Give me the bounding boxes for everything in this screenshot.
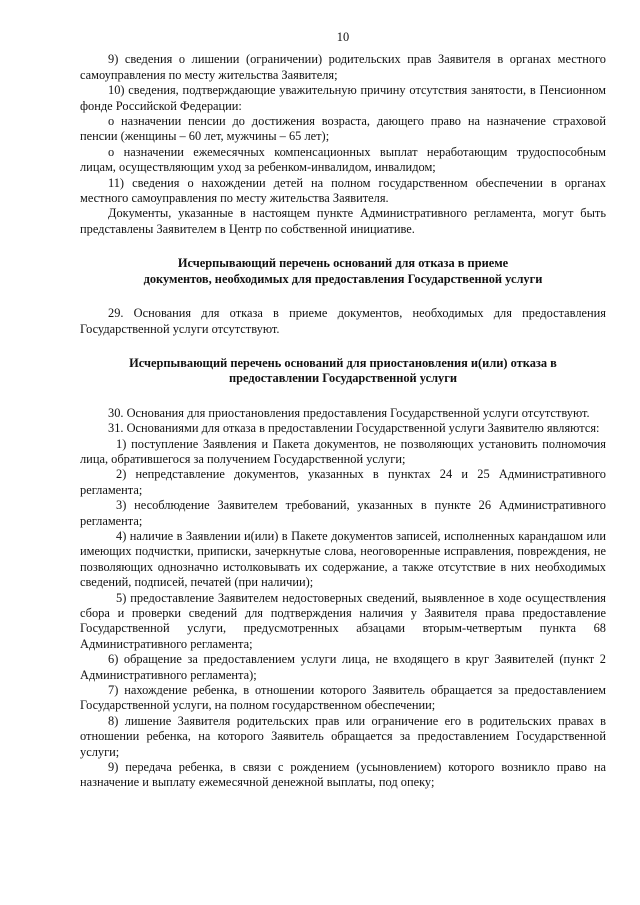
heading-refusal-acceptance [80, 256, 606, 287]
page-number: 10 [336, 30, 350, 44]
refusal-ground-1: 1) поступление Заявления и Пакета документов, не позволяющих установить полномочия лица, обратившегося за получением Государственной услуги; [80, 436, 606, 466]
heading-suspension-refusal-line2: предоставлении Государственной услуги [228, 371, 458, 386]
refusal-ground-3: 3) несоблюдение Заявителем требований, указанных в пункте 26 Административного регламента; [80, 498, 606, 528]
refusal-ground-5: 5) предоставление Заявителем недостоверных сведений, выявленное в ходе осуществления сбора и проверки сведений для подтверждения наличия у Заявителя права предоставление Государственной услуги, предусмотренных абзацами вторым-четвертым пункта 68 Административного регламента; [80, 590, 606, 651]
item-10-compensation-payments: о назначении ежемесячных компенсационных выплат неработающим трудоспособным лицам, осуществляющим уход за ребенком-инвалидом, инвалидом; [80, 144, 606, 175]
paragraph-31: 31. Основаниями для отказа в предоставлении Государственной услуги Заявителю являются: [108, 421, 600, 436]
item-10-pension-before-age: о назначении пенсии до достижения возраста, дающего право на назначение страховой пенсии (женщины – 60 лет, мужчины – 65 лет); [80, 114, 606, 144]
refusal-ground-4: 4) наличие в Заявлении и(или) в Пакете документов записей, исполненных карандашом или имеющих подчистки, приписки, зачеркнутые слова, неоговоренные исправления, повреждения, не позволяющих однозначно истолковывать их содержание, а также отсутствие в них необходимых сведений, подписей, печатей (при наличии); [80, 528, 606, 590]
refusal-ground-8: 8) лишение Заявителя родительских прав или ограничение его в родительских правах в отношении ребенка, на которого Заявитель обращается за предоставлением Государственной услуги; [80, 713, 606, 759]
paragraph-29: 29. Основания для отказа в приеме документов, необходимых для предоставления Государственной услуги отсутствуют. [80, 306, 606, 336]
refusal-ground-6: 6) обращение за предоставлением услуги лица, не входящего в круг Заявителей (пункт 2 Административного регламента); [80, 652, 606, 682]
heading-suspension-refusal [80, 356, 606, 387]
heading-suspension-refusal-line1: Исчерпывающий перечень оснований для приостановления и(или) отказа в [129, 355, 557, 370]
documents-initiative-paragraph: Документы, указанные в настоящем пункте Административного регламента, могут быть представлены Заявителем в Центр по собственной инициативе. [80, 206, 606, 236]
heading-refusal-acceptance-line1: Исчерпывающий перечень оснований для отказа в приеме [177, 256, 509, 271]
item-11-state-support: 11) сведения о нахождении детей на полном государственном обеспечении в органах местного самоуправления по месту жительства Заявителя. [80, 175, 606, 206]
item-9-parental-rights: 9) сведения о лишении (ограничении) родительских прав Заявителя в органах местного самоуправления по месту жительства Заявителя; [80, 52, 606, 82]
paragraph-30: 30. Основания для приостановления предоставления Государственной услуги отсутствуют. [108, 405, 590, 420]
item-10-pension-fund: 10) сведения, подтверждающие уважительную причину отсутствия занятости, в Пенсионном фонде Российской Федерации: [80, 83, 606, 113]
refusal-ground-2: 2) непредставление документов, указанных в пунктах 24 и 25 Административного регламента; [80, 467, 606, 497]
refusal-ground-7: 7) нахождение ребенка, в отношении которого Заявитель обращается за предоставлением Государственной услуги, на полном государственном обеспечении; [80, 683, 606, 713]
heading-refusal-acceptance-line2: документов, необходимых для предоставления Государственной услуги [143, 271, 543, 286]
refusal-ground-9: 9) передача ребенка, в связи с рождением (усыновлением) которого возникло право на назначение и выплату ежемесячной денежной выплаты, под опеку; [80, 760, 606, 790]
